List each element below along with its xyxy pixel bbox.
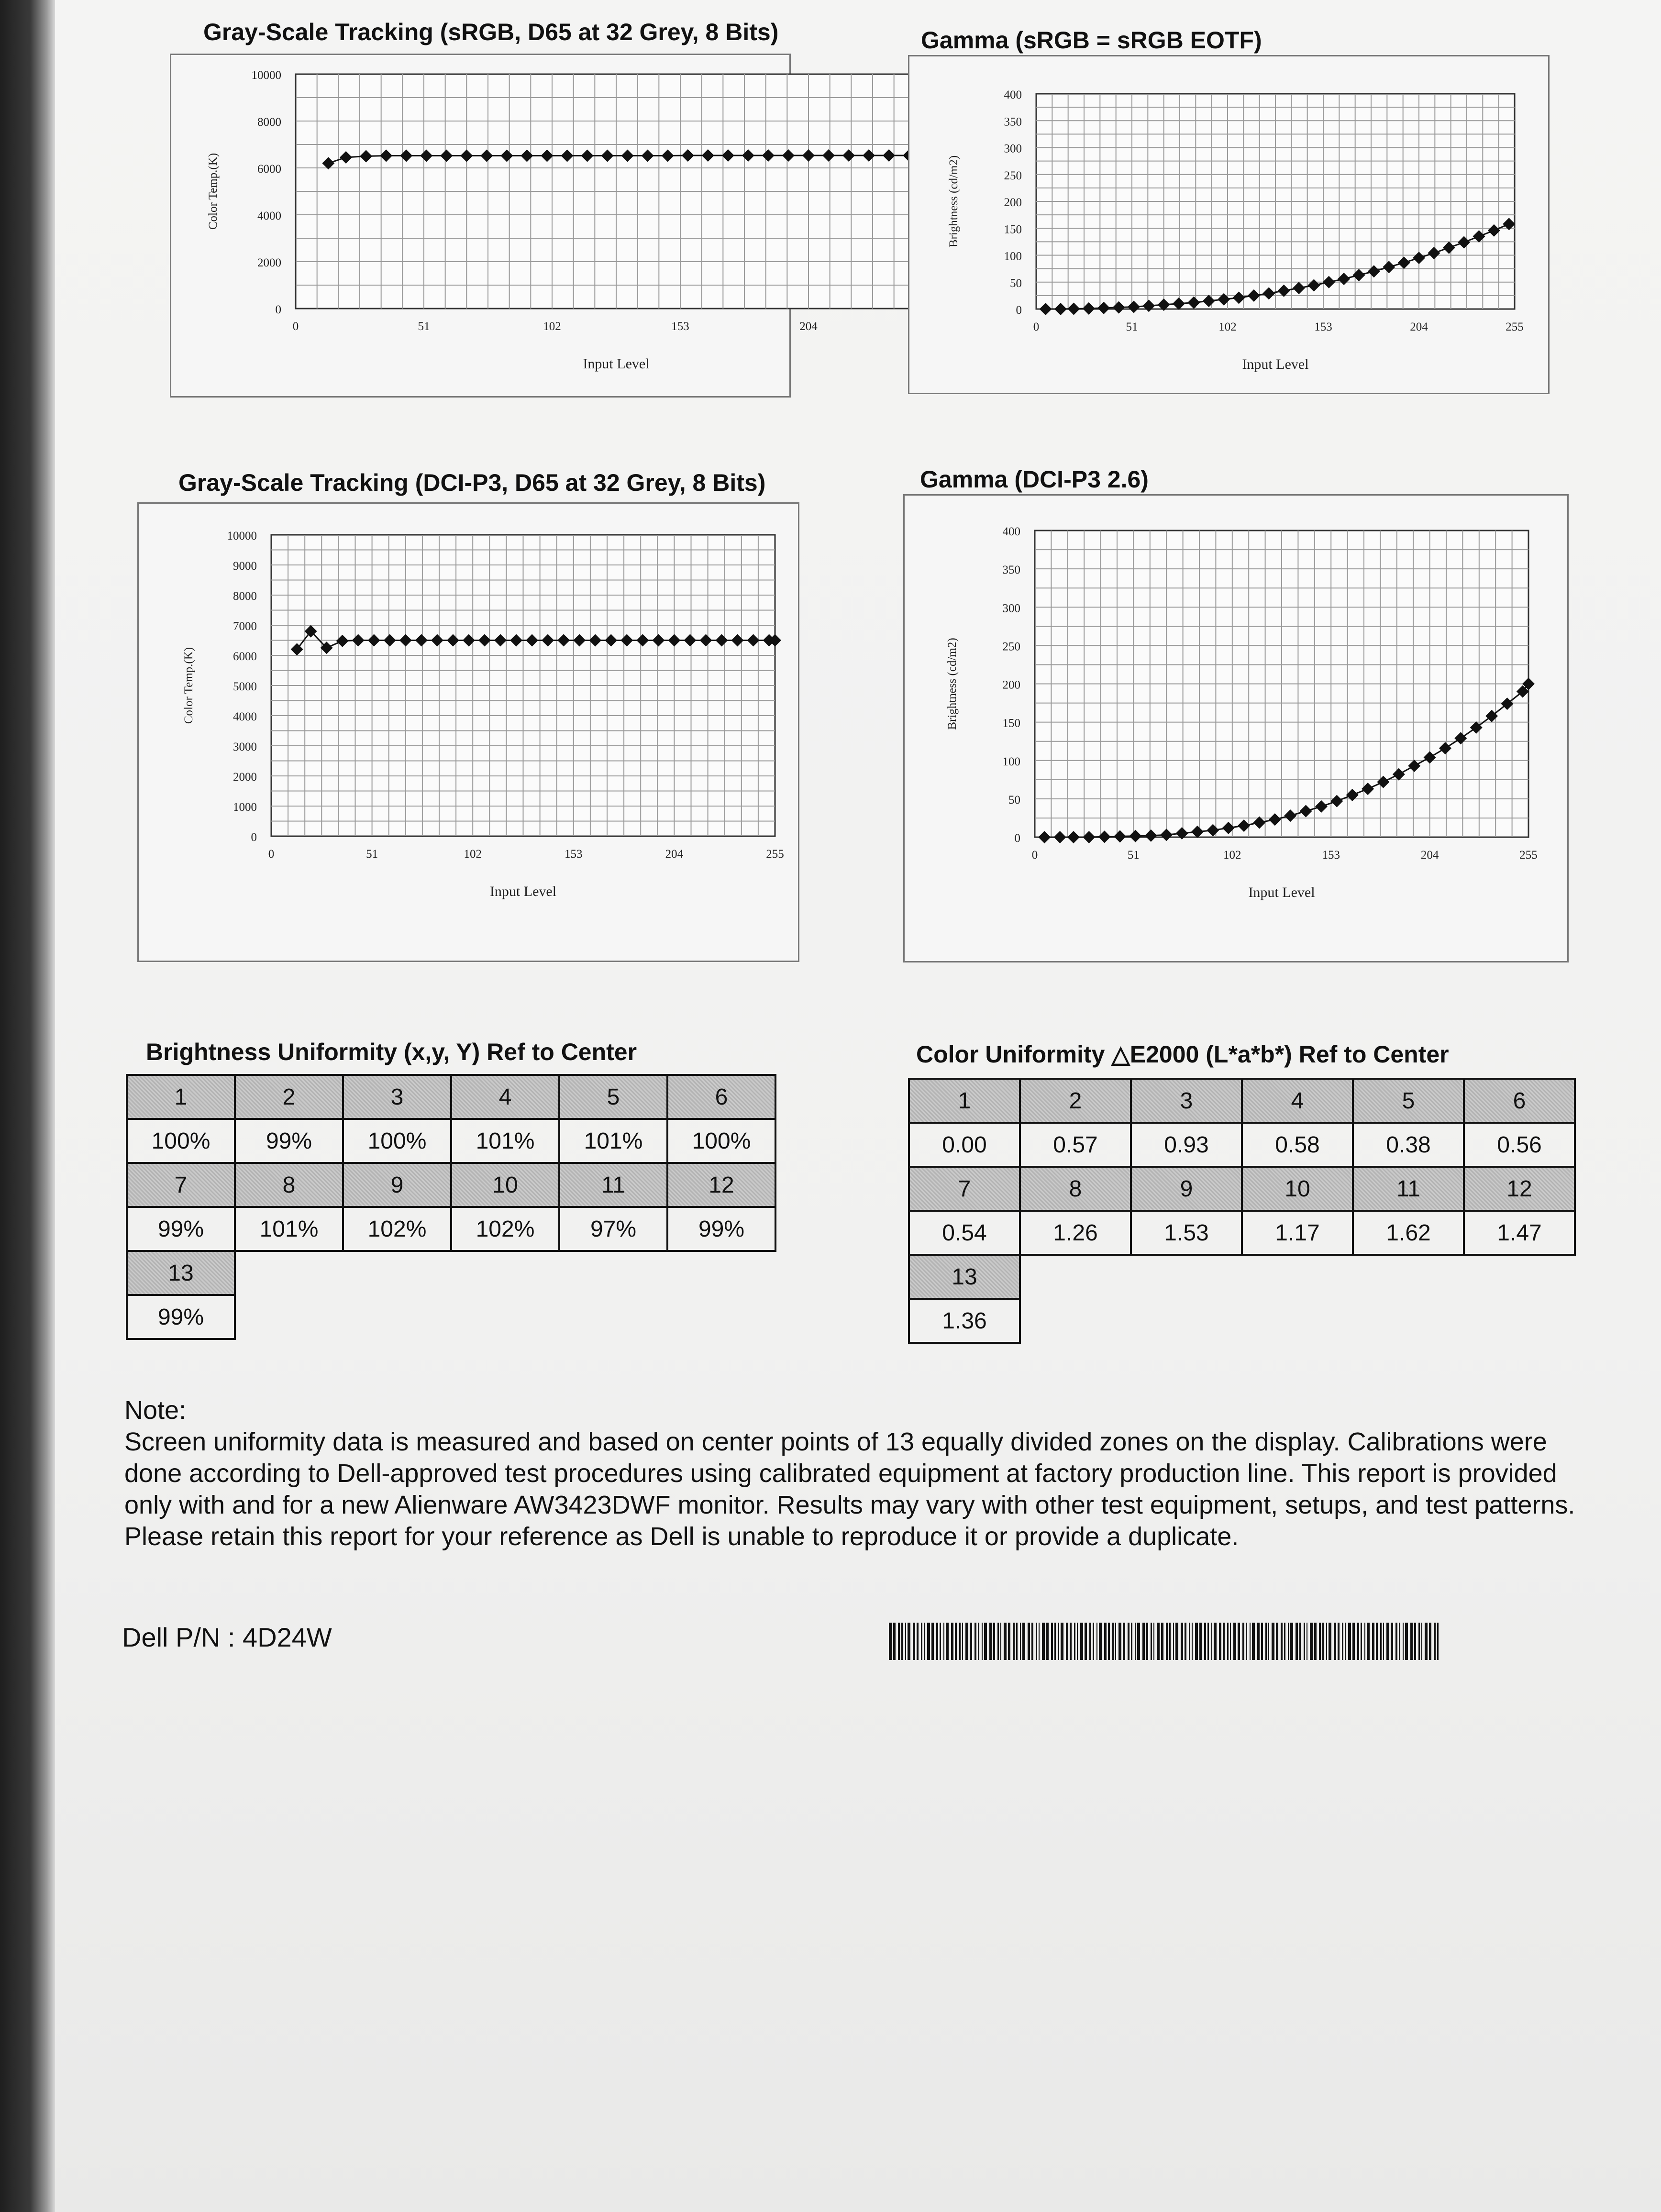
barcode-bar — [1376, 1623, 1378, 1660]
color-uniformity-table — [908, 1078, 1576, 1344]
zone-header: 1 — [127, 1075, 235, 1119]
barcode-bar — [1227, 1623, 1229, 1660]
barcode-bar — [1272, 1623, 1274, 1660]
barcode-bar — [955, 1623, 957, 1660]
barcode-bar — [1135, 1623, 1136, 1660]
x-tick-label: 153 — [1322, 849, 1340, 862]
y-tick-label: 250 — [1004, 169, 1022, 182]
chart-dcip3-gamma — [905, 496, 1567, 961]
zone-value: 1.36 — [909, 1299, 1020, 1343]
barcode-bar — [1058, 1623, 1059, 1660]
barcode-bar — [1265, 1623, 1267, 1660]
table-row — [127, 1251, 775, 1295]
y-tick-label: 2000 — [257, 256, 281, 269]
x-axis-label: Input Level — [489, 884, 557, 899]
note-text: Screen uniformity data is measured and based on center points of 13 equally divided zones on the display. Calibrations were done according to Dell-approved test procedures using calibrated equipment at factory production line. This report is provided only with and for a new Alienware AW3423DWF monitor. Results may vary with other test equipment, setups, and test patterns. Please retain this report for your reference as Dell is unable to reproduce it or provide a duplicate. — [124, 1427, 1575, 1551]
barcode-bar — [1054, 1623, 1056, 1660]
barcode-bar — [1031, 1623, 1033, 1660]
barcode-bar — [1314, 1623, 1317, 1660]
zone-header: 11 — [1353, 1167, 1464, 1211]
barcode-bar — [1380, 1623, 1382, 1660]
table-row — [909, 1079, 1575, 1123]
barcode-bar — [1028, 1623, 1030, 1660]
zone-value: 102% — [343, 1207, 451, 1251]
zone-header: 2 — [1020, 1079, 1131, 1123]
barcode-bar — [1153, 1623, 1154, 1660]
barcode-bar — [1418, 1623, 1420, 1660]
barcode-bar — [905, 1623, 906, 1660]
barcode-bar — [1175, 1623, 1178, 1660]
barcode-bar — [1169, 1623, 1171, 1660]
barcode-bar — [1281, 1623, 1283, 1660]
barcode-bar — [1211, 1623, 1212, 1660]
barcode-bar — [1039, 1623, 1040, 1660]
table-row — [909, 1299, 1575, 1343]
y-tick-label: 100 — [1002, 755, 1020, 768]
barcode-bar — [1108, 1623, 1110, 1660]
barcode-bar — [1296, 1623, 1298, 1660]
y-tick-label: 400 — [1004, 88, 1022, 101]
barcode-bar — [936, 1623, 938, 1660]
barcode-bar — [1036, 1623, 1037, 1660]
barcode-bar — [1000, 1623, 1001, 1660]
x-tick-label: 255 — [1519, 849, 1538, 862]
y-tick-label: 10000 — [251, 69, 281, 82]
barcode-bar — [1304, 1623, 1305, 1660]
y-tick-label: 150 — [1002, 717, 1020, 730]
part-number: Dell P/N : 4D24W — [122, 1622, 332, 1652]
barcode-bar — [997, 1623, 999, 1660]
zone-header: 3 — [343, 1075, 451, 1119]
barcode-bar — [908, 1623, 910, 1660]
y-tick-label: 7000 — [233, 620, 257, 633]
y-tick-label: 250 — [1002, 640, 1020, 653]
barcode-bar — [1230, 1623, 1231, 1660]
y-tick-label: 10000 — [227, 530, 257, 542]
zone-value: 99% — [127, 1207, 235, 1251]
x-tick-label: 204 — [1420, 849, 1439, 862]
chart-srgb-gamma — [909, 56, 1548, 393]
table-row — [127, 1119, 775, 1163]
zone-header: 4 — [1242, 1079, 1353, 1123]
note-label: Note: — [124, 1396, 187, 1425]
zone-header: 7 — [909, 1167, 1020, 1211]
x-axis-label: Input Level — [583, 356, 650, 372]
note-block — [124, 1394, 1588, 1552]
x-tick-label: 51 — [1127, 849, 1140, 862]
barcode-bar — [1115, 1623, 1116, 1660]
chart-frame-dcip3-gamma — [903, 494, 1569, 962]
barcode-bar — [1233, 1623, 1236, 1660]
zone-header: 13 — [909, 1255, 1020, 1299]
y-tick-label: 100 — [1004, 250, 1022, 263]
x-tick-label: 204 — [799, 320, 818, 333]
zone-value: 100% — [343, 1119, 451, 1163]
zone-header: 6 — [1464, 1079, 1575, 1123]
barcode-bar — [1137, 1623, 1140, 1660]
zone-header: 11 — [559, 1163, 667, 1207]
barcode-bar — [1322, 1623, 1324, 1660]
zone-header: 12 — [1464, 1167, 1575, 1211]
barcode-image — [889, 1623, 1439, 1660]
y-tick-label: 4000 — [233, 710, 257, 723]
barcode-bar — [978, 1623, 979, 1660]
barcode-bar — [1310, 1623, 1313, 1660]
y-tick-label: 8000 — [257, 116, 281, 129]
zone-value: 0.54 — [909, 1211, 1020, 1255]
zone-value: 101% — [235, 1207, 343, 1251]
x-tick-label: 153 — [565, 848, 583, 861]
zone-value: 99% — [235, 1119, 343, 1163]
barcode-bar — [917, 1623, 919, 1660]
zone-header: 6 — [667, 1075, 775, 1119]
y-tick-label: 8000 — [233, 590, 257, 603]
zone-value: 1.17 — [1242, 1211, 1353, 1255]
barcode-bar — [1319, 1623, 1321, 1660]
barcode-bar — [889, 1623, 892, 1660]
zone-header: 1 — [909, 1079, 1020, 1123]
barcode-bar — [1046, 1623, 1049, 1660]
barcode-bar — [1189, 1623, 1190, 1660]
zone-value: 100% — [127, 1119, 235, 1163]
barcode-bar — [1367, 1623, 1370, 1660]
barcode-bar — [1252, 1623, 1255, 1660]
barcode-bar — [1004, 1623, 1007, 1660]
y-tick-label: 3000 — [233, 741, 257, 753]
y-axis-label: Color Temp.(K) — [207, 153, 220, 230]
x-axis-label: Input Level — [1248, 885, 1315, 900]
table-row — [909, 1211, 1575, 1255]
y-tick-label: 6000 — [233, 650, 257, 663]
y-axis-label: Color Temp.(K) — [182, 647, 195, 724]
chart-title-srgb-gamma: Gamma (sRGB = sRGB EOTF) — [921, 27, 1262, 54]
barcode-bar — [1326, 1623, 1327, 1660]
y-tick-label: 5000 — [233, 680, 257, 693]
y-tick-label: 400 — [1002, 525, 1020, 538]
empty-cell — [1020, 1299, 1575, 1343]
barcode-bar — [1361, 1623, 1362, 1660]
y-tick-label: 2000 — [233, 771, 257, 784]
barcode-bar — [901, 1623, 903, 1660]
x-tick-label: 153 — [1314, 321, 1332, 333]
barcode-bar — [1099, 1623, 1102, 1660]
y-tick-label: 1000 — [233, 801, 257, 814]
x-tick-label: 102 — [1218, 321, 1237, 333]
barcode-bar — [1204, 1623, 1206, 1660]
barcode-bar — [1399, 1623, 1400, 1660]
barcode-bar — [1146, 1623, 1148, 1660]
barcode-bar — [1348, 1623, 1351, 1660]
barcode-bar — [1042, 1623, 1045, 1660]
chart-title-srgb-grayscale: Gray-Scale Tracking (sRGB, D65 at 32 Grey, 8 Bits) — [203, 19, 779, 45]
barcode-bar — [1219, 1623, 1221, 1660]
barcode-bar — [1268, 1623, 1269, 1660]
y-tick-label: 9000 — [233, 560, 257, 573]
barcode-bar — [1066, 1623, 1068, 1660]
barcode-bar — [1352, 1623, 1355, 1660]
y-tick-label: 300 — [1002, 602, 1020, 615]
zone-header: 5 — [559, 1075, 667, 1119]
barcode-bar — [1096, 1623, 1097, 1660]
x-tick-label: 255 — [766, 848, 784, 861]
chart-frame-srgb-grayscale — [170, 54, 818, 398]
barcode-bar — [1173, 1623, 1174, 1660]
barcode-bar — [1080, 1623, 1083, 1660]
zone-header: 10 — [451, 1163, 559, 1207]
barcode-bar — [1199, 1623, 1202, 1660]
barcode-bar — [1185, 1623, 1186, 1660]
zone-header: 3 — [1131, 1079, 1242, 1123]
barcode-bar — [1020, 1623, 1021, 1660]
y-axis-label: Brightness (cd/m2) — [946, 638, 959, 730]
barcode-bar — [1257, 1623, 1260, 1660]
barcode-bar — [1214, 1623, 1217, 1660]
zone-value: 100% — [667, 1119, 775, 1163]
barcode-bar — [984, 1623, 987, 1660]
barcode-bar — [1131, 1623, 1132, 1660]
zone-header: 12 — [667, 1163, 775, 1207]
barcode-bar — [1192, 1623, 1193, 1660]
table-row — [909, 1167, 1575, 1211]
x-tick-label: 0 — [268, 848, 275, 861]
x-tick-label: 51 — [418, 320, 430, 333]
barcode-bar — [1181, 1623, 1183, 1660]
barcode-bar — [1061, 1623, 1063, 1660]
barcode-bar — [1338, 1623, 1340, 1660]
x-tick-label: 51 — [366, 848, 378, 861]
barcode-bar — [1372, 1623, 1374, 1660]
barcode-bar — [913, 1623, 915, 1660]
barcode-bar — [1410, 1623, 1413, 1660]
empty-cell — [235, 1251, 775, 1295]
x-tick-label: 0 — [292, 320, 299, 333]
x-tick-label: 102 — [543, 320, 561, 333]
barcode-bar — [1334, 1623, 1336, 1660]
barcode-bar — [959, 1623, 961, 1660]
barcode-bar — [1395, 1623, 1397, 1660]
barcode-bar — [974, 1623, 976, 1660]
barcode-bar — [1123, 1623, 1125, 1660]
table-row — [127, 1075, 775, 1119]
zone-value: 99% — [667, 1207, 775, 1251]
zone-value: 1.53 — [1131, 1211, 1242, 1255]
y-tick-label: 300 — [1004, 142, 1022, 155]
barcode-bar — [1051, 1623, 1053, 1660]
empty-cell — [235, 1295, 775, 1339]
brightness-uniformity-table — [126, 1074, 776, 1340]
y-tick-label: 0 — [275, 303, 281, 316]
barcode-bar — [1070, 1623, 1072, 1660]
barcode-bar — [1089, 1623, 1091, 1660]
barcode-bar — [1151, 1623, 1152, 1660]
x-tick-label: 204 — [1410, 321, 1428, 333]
barcode-bar — [1166, 1623, 1168, 1660]
barcode-bar — [1276, 1623, 1278, 1660]
barcode-bar — [1223, 1623, 1225, 1660]
barcode-bar — [1342, 1623, 1343, 1660]
barcode-bar — [1425, 1623, 1428, 1660]
barcode-bar — [1238, 1623, 1240, 1660]
zone-header: 5 — [1353, 1079, 1464, 1123]
barcode-bar — [965, 1623, 968, 1660]
y-axis-label: Brightness (cd/m2) — [947, 155, 960, 248]
zone-value: 0.57 — [1020, 1123, 1131, 1167]
barcode-bar — [1142, 1623, 1145, 1660]
table-row — [909, 1255, 1575, 1299]
barcode-bar — [927, 1623, 930, 1660]
y-tick-label: 50 — [1008, 793, 1020, 807]
barcode-bar — [1161, 1623, 1163, 1660]
barcode-bar — [1383, 1623, 1384, 1660]
chart-dcip3-grayscale — [139, 504, 798, 961]
barcode-bar — [946, 1623, 949, 1660]
chart-frame-dcip3-grayscale — [137, 502, 799, 962]
chart-title-dcip3-gamma: Gamma (DCI-P3 2.6) — [920, 466, 1149, 493]
barcode-bar — [1013, 1623, 1015, 1660]
zone-value: 97% — [559, 1207, 667, 1251]
table-row — [127, 1163, 775, 1207]
zone-value: 1.47 — [1464, 1211, 1575, 1255]
barcode-bar — [1022, 1623, 1025, 1660]
zone-value: 99% — [127, 1295, 235, 1339]
x-tick-label: 0 — [1033, 321, 1040, 333]
barcode-bar — [898, 1623, 900, 1660]
zone-value: 101% — [451, 1119, 559, 1163]
barcode-bar — [962, 1623, 963, 1660]
y-tick-label: 50 — [1010, 276, 1022, 290]
barcode-bar — [1118, 1623, 1121, 1660]
barcode-bar — [1128, 1623, 1129, 1660]
table-row — [127, 1295, 775, 1339]
barcode-bar — [943, 1623, 944, 1660]
zone-value: 0.58 — [1242, 1123, 1353, 1167]
zone-value: 102% — [451, 1207, 559, 1251]
table-row — [909, 1123, 1575, 1167]
barcode-bar — [893, 1623, 896, 1660]
y-tick-label: 0 — [1014, 832, 1020, 845]
y-tick-label: 350 — [1002, 564, 1020, 577]
zone-header: 10 — [1242, 1167, 1353, 1211]
barcode-bar — [1437, 1623, 1439, 1660]
barcode-bar — [970, 1623, 972, 1660]
barcode-bar — [1414, 1623, 1416, 1660]
y-tick-label: 0 — [251, 831, 257, 844]
x-tick-label: 204 — [665, 848, 684, 861]
barcode-bar — [1421, 1623, 1422, 1660]
zone-header: 13 — [127, 1251, 235, 1295]
barcode-bar — [1157, 1623, 1160, 1660]
zone-header: 9 — [1131, 1167, 1242, 1211]
barcode-bar — [1093, 1623, 1094, 1660]
barcode-bar — [1290, 1623, 1293, 1660]
barcode-bar — [1104, 1623, 1107, 1660]
barcode-bar — [1074, 1623, 1075, 1660]
barcode-bar — [1364, 1623, 1365, 1660]
barcode-bar — [1008, 1623, 1010, 1660]
barcode-bar — [1299, 1623, 1301, 1660]
barcode-bar — [1112, 1623, 1114, 1660]
barcode-bar — [982, 1623, 983, 1660]
y-tick-label: 4000 — [257, 210, 281, 222]
barcode-bar — [1195, 1623, 1198, 1660]
y-tick-label: 200 — [1002, 678, 1020, 692]
page-edge-shadow — [0, 0, 55, 2212]
zone-value: 1.62 — [1353, 1211, 1464, 1255]
zone-header: 8 — [1020, 1167, 1131, 1211]
x-tick-label: 102 — [1223, 849, 1241, 862]
barcode-bar — [1434, 1623, 1436, 1660]
barcode-bar — [1284, 1623, 1285, 1660]
barcode-bar — [1429, 1623, 1431, 1660]
x-tick-label: 102 — [464, 848, 482, 861]
y-tick-label: 200 — [1004, 196, 1022, 209]
barcode-bar — [1288, 1623, 1289, 1660]
chart-title-dcip3-grayscale: Gray-Scale Tracking (DCI-P3, D65 at 32 Grey, 8 Bits) — [178, 469, 766, 496]
barcode-bar — [1085, 1623, 1087, 1660]
color-uniformity-title: Color Uniformity △E2000 (L*a*b*) Ref to Center — [916, 1041, 1449, 1068]
chart-frame-srgb-gamma — [908, 55, 1550, 394]
barcode-bar — [989, 1623, 992, 1660]
empty-cell — [1020, 1255, 1575, 1299]
barcode-bar — [1345, 1623, 1346, 1660]
y-tick-label: 0 — [1016, 304, 1022, 317]
chart-srgb-grayscale — [171, 55, 818, 396]
x-tick-label: 153 — [671, 320, 689, 333]
x-axis-label: Input Level — [1242, 356, 1309, 372]
barcode-bar — [940, 1623, 941, 1660]
y-tick-label: 350 — [1004, 115, 1022, 129]
zone-value: 0.56 — [1464, 1123, 1575, 1167]
barcode-bar — [1405, 1623, 1408, 1660]
barcode-bar — [951, 1623, 953, 1660]
x-tick-label: 255 — [1506, 321, 1524, 333]
barcode-bar — [1403, 1623, 1404, 1660]
zone-value: 1.26 — [1020, 1211, 1131, 1255]
x-tick-label: 0 — [1031, 849, 1038, 862]
zone-header: 7 — [127, 1163, 235, 1207]
barcode-bar — [1207, 1623, 1209, 1660]
barcode-bar — [1242, 1623, 1244, 1660]
barcode-bar — [1329, 1623, 1331, 1660]
y-tick-label: 6000 — [257, 163, 281, 176]
barcode-bar — [1386, 1623, 1389, 1660]
x-tick-label: 51 — [1126, 321, 1138, 333]
barcode-bar — [1077, 1623, 1078, 1660]
zone-header: 2 — [235, 1075, 343, 1119]
barcode-bar — [931, 1623, 934, 1660]
zone-value: 101% — [559, 1119, 667, 1163]
zone-header: 8 — [235, 1163, 343, 1207]
barcode-bar — [1261, 1623, 1263, 1660]
zone-header: 4 — [451, 1075, 559, 1119]
barcode-bar — [1357, 1623, 1359, 1660]
brightness-uniformity-title: Brightness Uniformity (x,y, Y) Ref to Center — [146, 1039, 637, 1065]
barcode-bar — [924, 1623, 925, 1660]
zone-value: 0.38 — [1353, 1123, 1464, 1167]
barcode-bar — [993, 1623, 995, 1660]
zone-value: 0.00 — [909, 1123, 1020, 1167]
zone-header: 9 — [343, 1163, 451, 1207]
barcode-bar — [1250, 1623, 1251, 1660]
barcode-bar — [1016, 1623, 1018, 1660]
zone-value: 0.93 — [1131, 1123, 1242, 1167]
barcode-bar — [1391, 1623, 1393, 1660]
barcode-bar — [1246, 1623, 1247, 1660]
y-tick-label: 150 — [1004, 223, 1022, 236]
table-row — [127, 1207, 775, 1251]
barcode-bar — [921, 1623, 922, 1660]
